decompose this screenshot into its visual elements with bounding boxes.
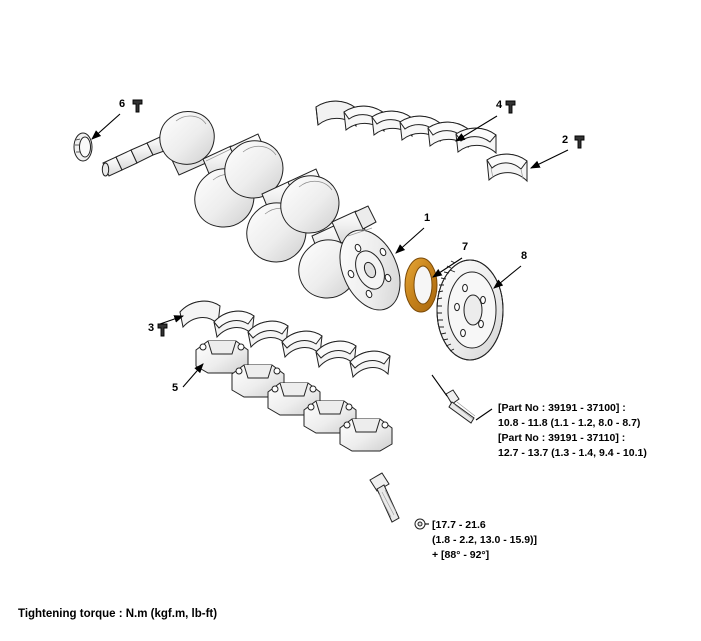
- main-bearing-cap-bolt: [370, 473, 425, 529]
- callout-2: 2: [562, 134, 569, 146]
- spec-line: [Part No : 39191 - 37110] :: [498, 431, 626, 444]
- crankshaft: [102, 112, 411, 320]
- spec-line: [Part No : 39191 - 37100] :: [498, 402, 626, 414]
- callout-4: 4: [496, 99, 503, 111]
- spec-line: 12.7 - 13.7 (1.3 - 1.4, 9.4 - 10.1): [498, 446, 647, 459]
- callout-1: 1: [424, 212, 431, 224]
- callout-5: 5: [172, 382, 179, 394]
- callout-8: 8: [521, 250, 528, 262]
- flywheel-bolt-torque-spec: [498, 401, 647, 461]
- callout-3: 3: [148, 322, 155, 334]
- callout-7: 7: [462, 241, 469, 253]
- spec-line: [17.7 - 21.6: [432, 519, 486, 531]
- upper-main-bearing-shells: [316, 101, 496, 153]
- main-bearing-cap-bolt-torque-spec: [432, 518, 537, 563]
- front-oil-seal: [74, 133, 92, 161]
- thrust-bearing: [487, 154, 527, 181]
- flywheel-with-ring-gear: [437, 260, 503, 360]
- spec-line: (1.8 - 2.2, 13.0 - 15.9)]: [432, 533, 538, 546]
- spec-line: + [88° - 92°]: [432, 548, 490, 561]
- callout-6: 6: [119, 98, 126, 110]
- flywheel-bolt: [446, 390, 475, 423]
- spec-line: 10.8 - 11.8 (1.1 - 1.2, 8.0 - 8.7): [498, 416, 641, 429]
- tightening-torque-note: Tightening torque : N.m (kgf.m, lb-ft): [18, 608, 218, 620]
- rear-oil-seal: [405, 258, 437, 312]
